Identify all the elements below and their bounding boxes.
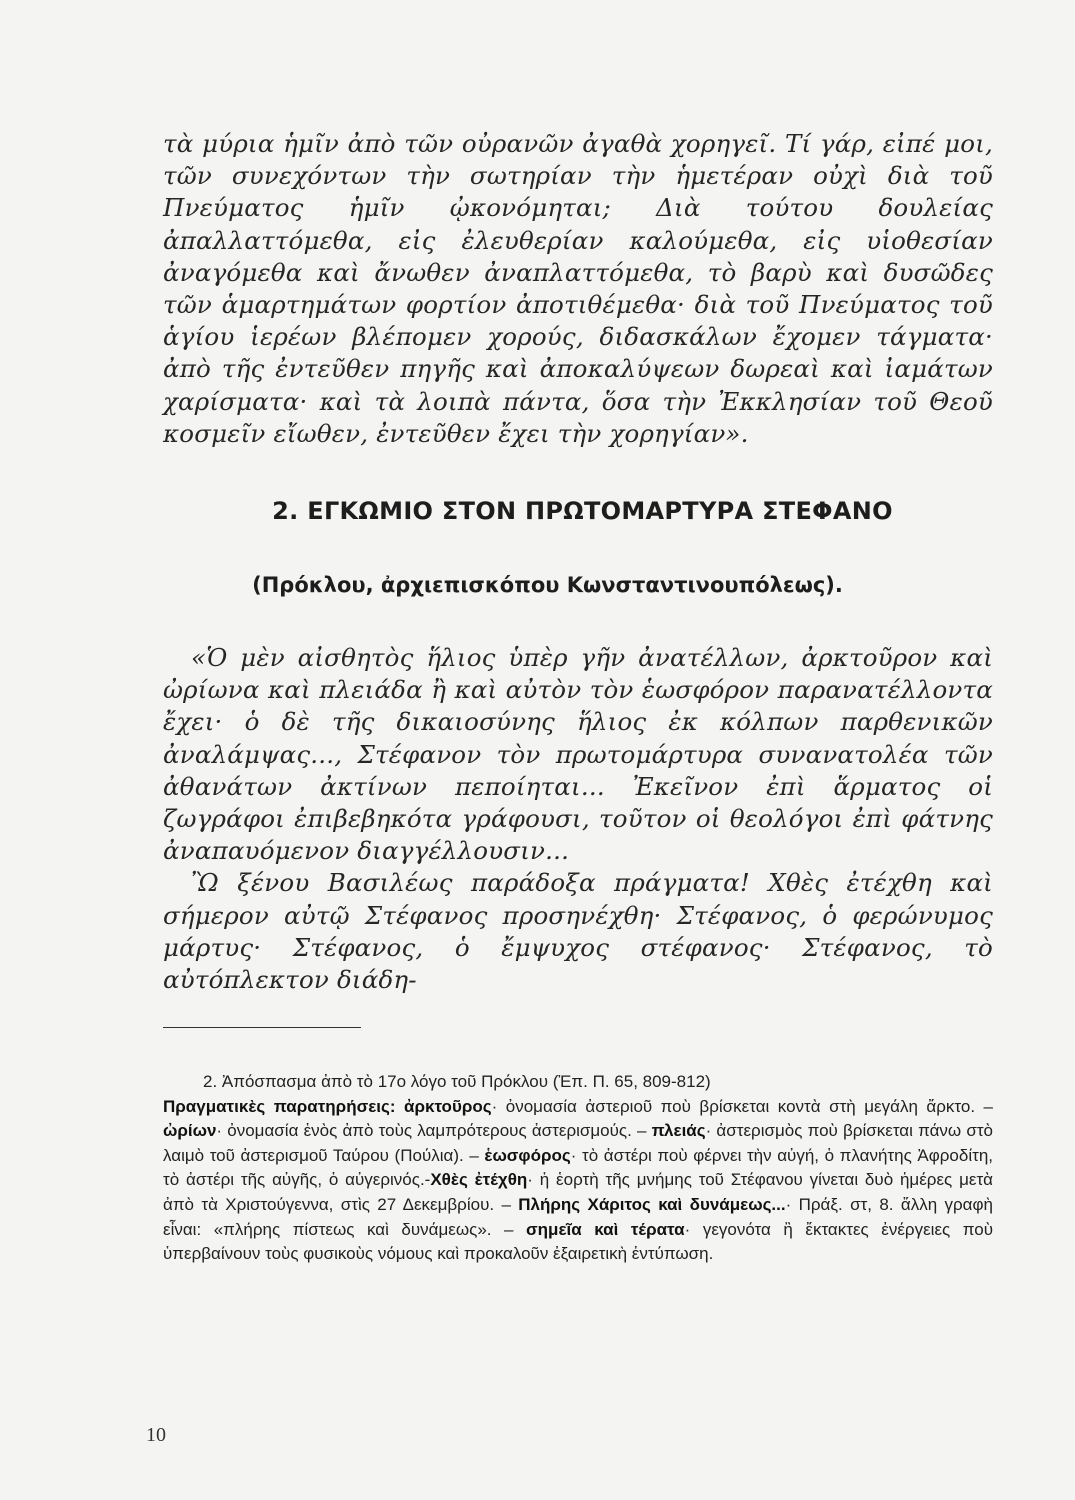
quote-paragraph-1: «Ὁ μὲν αἰσθητὸς ἥλιος ὑπὲρ γῆν ἀνατέλλων, ἀρκτοῦρον καὶ ὠρίωνα καὶ πλειάδα ἢ καὶ αὐτὸν τὸν ἑωσφόρον παρανατέλλοντα ἔχει· ὁ δὲ τῆς δικαιοσύνης ἥλιος ἐκ κόλπων παρθενικῶν ἀναλάμψας..., Στέφανον τὸν πρωτομάρτυρα συνανατολέα τῶν ἀθανάτων ἀκτίνων πεποίηται... Ἐκεῖνον ἐπὶ ἅρματος οἱ ζωγράφοι ἐπιβεβηκότα γράφουσι, τοῦτον οἱ θεολόγοι ἐπὶ φάτνης ἀναπαυόμενον διαγγέλλουσιν... [163,643,993,866]
term-definition: · ἀστερισμὸς ποὺ βρίσκεται πάνω στὸ λαιμὸ τοῦ ἀστερισμοῦ Ταύρου (Πούλια). – [163,1121,994,1165]
term-definition: · γεγονότα ἢ ἔκτακτες ἐνέργειες ποὺ ὑπερβαίνουν τοὺς φυσικοὺς νόμους καὶ προκαλοῦν ἐξαιρετικὴ ἐντύπωση. [163,1219,993,1264]
footnote-source: 2. Ἀπόσπασμα ἀπὸ τὸ 17ο λόγο τοῦ Πρόκλου (Ἐπ. Π. 65, 809-812) [203,1072,711,1091]
term-definition: · Πράξ. στ, 8. ἄλλη γραφὴ εἶναι: «πλήρης πίστεως καὶ δυνάμεως». – [163,1194,993,1239]
term-heading: σημεῖα καὶ τέρατα [526,1219,685,1239]
quote-paragraph: τὰ μύρια ἡμῖν ἀπὸ τῶν οὐρανῶν ἀγαθὰ χορηγεῖ. Τί γάρ, εἰπέ μοι, τῶν συνεχόντων τὴν σωτηρίαν τὴν ἡμετέραν οὐχὶ διὰ τοῦ Πνεύματος ἡμῖν ᾠκονόμηται; Διὰ τούτου δουλείας ἀπαλλαττόμεθα, εἰς ἐλευθερίαν καλούμεθα, εἰς υἱοθεσίαν ἀναγόμεθα καὶ ἄνωθεν ἀναπλαττόμεθα, τὸ βαρὺ καὶ δυσῶδες τῶν ἁμαρτημάτων φορτίον ἀποτιθέμεθα· διὰ τοῦ Πνεύματος τοῦ ἁγίου ἱερέων βλέπομεν χορούς, διδασκάλων ἔχομεν τάγματα· ἀπὸ τῆς ἐντεῦθεν πηγῆς καὶ ἀποκαλύψεων δωρεαὶ καὶ ἰαμάτων χαρίσματα· καὶ τὰ λοιπὰ πάντα, ὅσα τὴν Ἐκκλησίαν τοῦ Θεοῦ κοσμεῖν εἴωθεν, ἐντεῦθεν ἔχει τὴν χορηγίαν». [163,129,993,448]
term-heading: Πλήρης Χάριτος καὶ δυνάμεως... [518,1194,786,1214]
term-heading: πλειάς [651,1121,706,1141]
footnote-remarks [163,1095,993,1267]
term-definition: · ὀνομασία ἑνὸς ἀπὸ τοὺς λαμπρότερους ἀστερισμούς. – [216,1121,652,1141]
section-title: 2. ΕΓΚΩΜΙΟ ΣΤΟΝ ΠΡΩΤΟΜΑΡΤΥΡΑ ΣΤΕΦΑΝΟ [272,497,893,525]
term-definition: · ἡ ἑορτὴ τῆς μνήμης τοῦ Στέφανου γίνεται δυὸ ἡμέρες μετὰ ἀπὸ τὰ Χριστούγεννα, στὶς 27 Δεκεμβρίου. – [163,1170,993,1214]
term-heading: ὠρίων [163,1121,217,1141]
quote-continuation [163,128,993,450]
term-heading: Πραγματικὲς παρατηρήσεις: ἀρκτοῦρος [163,1096,492,1116]
section-subtitle: (Πρόκλου, ἀρχιεπισκόπου Κωνσταντινουπόλεως). [252,573,843,597]
footnote-divider [163,1027,361,1028]
term-definition: · τὸ ἀστέρι ποὺ φέρνει τὴν αὐγή, ὁ πλανήτης Ἀφροδίτη, τὸ ἀστέρι τῆς αὐγῆς, ὁ αὐγερινός.- [163,1145,993,1190]
term-definition: · ὀνομασία ἀστεριοῦ ποὺ βρίσκεται κοντὰ στὴ μεγάλη ἄρκτο. – [491,1096,993,1116]
proclus-quote [163,642,993,996]
footnotes [163,1070,993,1267]
page-number: 10 [146,1424,166,1446]
quote-paragraph-2: Ὢ ξένου Βασιλέως παράδοξα πράγματα! Χθὲς ἐτέχθη καὶ σήμερον αὐτῷ Στέφανος προσηνέχθη· Στέφανος, ὁ φερώνυμος μάρτυς· Στέφανος, ὁ ἔμψυχος στέφανος· Στέφανος, τὸ αὐτόπλεκτον διάδη- [163,868,993,995]
term-heading: ἑωσφόρος [484,1145,571,1165]
term-heading: Χθὲς ἐτέχθη [430,1170,528,1190]
